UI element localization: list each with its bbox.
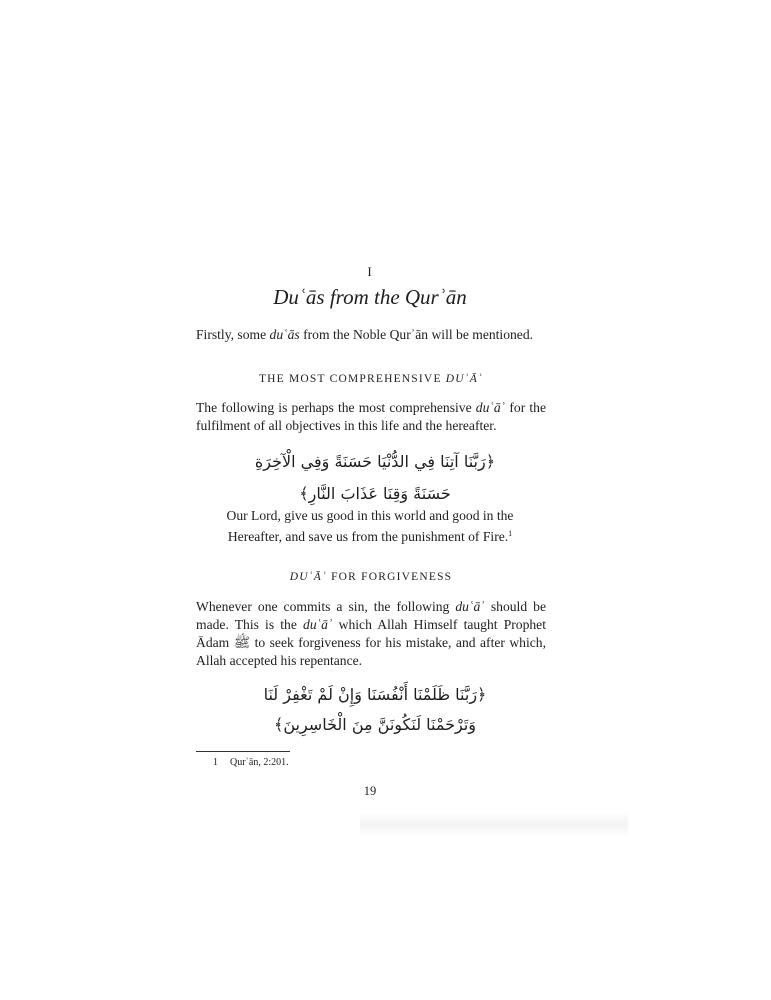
footnote: [213, 757, 289, 768]
section-heading-comprehensive: [196, 373, 546, 385]
heading-prefix: THE MOST COMPREHENSIVE: [258, 373, 446, 385]
intro-paragraph: [196, 326, 546, 344]
chapter-number: I: [367, 264, 373, 279]
heading-term: DUʿĀʾ: [445, 373, 484, 385]
arabic-verse-line: حَسَنَةً وَقِنَا عَذَابَ النَّارِ﴾: [299, 484, 451, 503]
intro-term: duʿās: [269, 327, 300, 342]
section-heading-forgiveness: [196, 571, 546, 583]
footnote-reference: 1: [508, 529, 513, 538]
scan-shadow: [360, 812, 628, 836]
page-number: 19: [363, 784, 377, 798]
para-term: duʿāʾ: [455, 599, 485, 614]
para-text: Whenever one commits a sin, the following: [196, 599, 456, 614]
para-text: which Allah Himself taught Prophet Ādam ﷺ to seek forgiveness for his mistake, and after which, Allah accepted his repentance.: [196, 617, 546, 668]
footnote-number: 1: [213, 757, 218, 768]
arabic-verse-line: ﴿رَبَّنَا آتِنَا فِي الدُّنْيَا حَسَنَةً وَفِي الْآخِرَةِ: [254, 452, 496, 471]
heading-term: DUʿĀʾ: [289, 571, 327, 583]
arabic-verse-line: ﴿رَبَّنَا ظَلَمْنَا أَنْفُسَنَا وَإِنْ لَمْ تَغْفِرْ لَنَا: [263, 685, 487, 704]
translation-line: Our Lord, give us good in this world and good in the: [226, 508, 514, 523]
translation-line: Hereafter, and save us from the punishment of Fire.: [227, 529, 509, 544]
footnote-text: Qurʾān, 2:201.: [230, 757, 289, 768]
chapter-title: Duʿās from the Qurʾān: [273, 285, 467, 309]
intro-text-before: Firstly, some: [196, 327, 270, 342]
footnote-divider: [196, 751, 290, 752]
para-text-after: for the fulfilment of all objectives in this life and the hereafter.: [196, 400, 546, 433]
arabic-verse-line: وَتَرْحَمْنَا لَنَكُونَنَّ مِنَ الْخَاسِرِينَ﴾: [273, 715, 477, 734]
para-text: should be made. This is the: [196, 599, 546, 632]
para-term: duʿāʾ: [475, 400, 506, 415]
forgiveness-paragraph: [196, 598, 546, 670]
heading-suffix: FOR FORGIVENESS: [327, 571, 453, 583]
intro-text-after: from the Noble Qurʾān will be mentioned.: [299, 327, 534, 342]
para-text-before: The following is perhaps the most comprehensive: [196, 400, 476, 415]
comprehensive-paragraph: [196, 399, 546, 435]
para-term: duʿāʾ: [303, 617, 333, 632]
verse-translation: [220, 507, 520, 546]
